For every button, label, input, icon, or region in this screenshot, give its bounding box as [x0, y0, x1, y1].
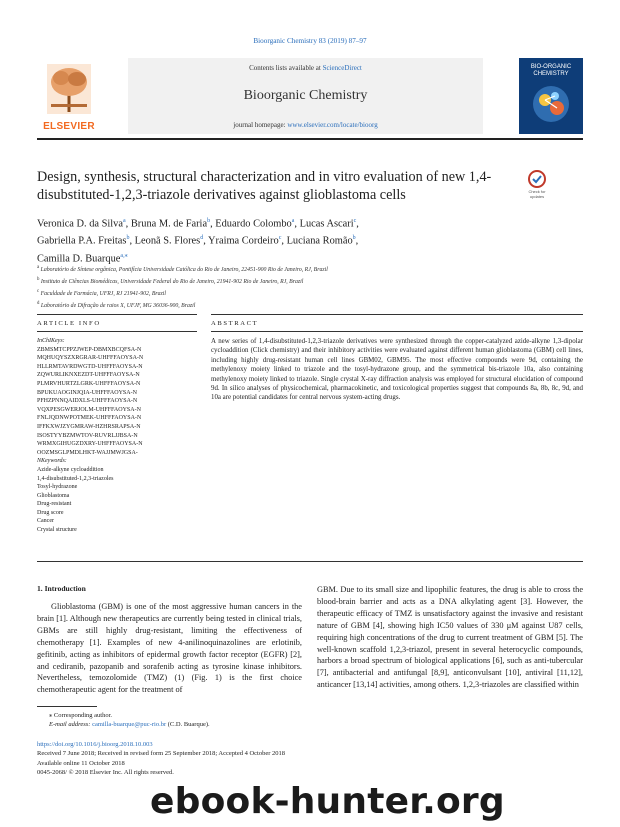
copyright: 0045-2068/ © 2018 Elsevier Inc. All rights reserved.	[37, 768, 174, 776]
doi-link[interactable]: https://doi.org/10.1016/j.bioorg.2018.10.003	[37, 741, 153, 748]
homepage-label: journal homepage:	[233, 121, 288, 129]
nkeywords-label: NKeywords:	[37, 458, 67, 465]
author-sup[interactable]: b	[352, 235, 356, 242]
inchikey-item: OOZMSGLPMDLHKT-WAJJMWJGSA-	[37, 449, 138, 456]
available-online: Available online 11 October 2018	[37, 759, 125, 767]
inchikeys-label: InChIKeys:	[37, 338, 65, 344]
inchikey-item: VQXPESGWERJOLM-UHFFFAOYSA-N	[37, 406, 141, 413]
article-title: Design, synthesis, structural characterization and in vitro evaluation of new 1,4-disubstituted-1,2,3-triazole derivatives against glioblastoma cells	[37, 169, 492, 203]
introduction-heading: 1. Introduction	[37, 584, 86, 593]
email-line	[37, 720, 337, 729]
introduction-column-1: Glioblastoma (GBM) is one of the most aggressive human cancers in the brain [1]. Although new therapeutics are currently being tested in clinical trials, GBMs are still highly drug-resistant, limiting the effectiveness of chemotherapy [1]. Examples of new 4-anilinoquinazolines are erlotinib, gefitinib, acting as inhibitors of epidermal growth factor receptor (EGFR) [2], and cediranib, pazopanib and sorafenib acting as tyrosine kinase inhibitors. Nevertheless, temozolomide (TMZ) (1) (Fig. 1) is the first choice chemotherapeutic agent for the treatment of	[37, 602, 302, 695]
affiliation-text: Faculdade de Farmácia, UFRJ, RJ 21941-902, Brazil	[40, 290, 167, 297]
journal-name: Bioorganic Chemistry	[243, 88, 368, 103]
affiliation-item	[37, 287, 517, 299]
inchikey-item: PLMRVHURTZLGRK-UHFFFAOYSA-N	[37, 380, 141, 387]
footnote-rule	[37, 706, 97, 707]
keyword-item: Azide-alkyne cycloaddition	[37, 466, 104, 473]
author-name: Camilla D. Buarque	[37, 253, 121, 265]
affiliation-item	[37, 299, 517, 311]
keyword-item: Glioblastoma	[37, 492, 70, 499]
author-name: Leonã S. Flores	[134, 235, 201, 247]
author-sup[interactable]: c	[278, 235, 282, 242]
footnote	[37, 711, 337, 730]
keyword-item: Drug score	[37, 509, 64, 516]
contents-prefix: Contents lists available at	[249, 64, 323, 72]
affiliation-text: Laboratório de Síntese orgânica, Pontifícia Universidade Católica do Rio de Janeiro, 22451-900 Rio de Janeiro, RJ, Brazil	[40, 266, 328, 273]
elsevier-wordmark: ELSEVIER	[43, 121, 95, 132]
email-suffix: (C.D. Buarque).	[166, 721, 210, 729]
inchikey-item: ZBMSMTCPPZJWEP-DBMXBCQFSA-N	[37, 346, 142, 353]
author-list: Veronica D. da Silva$^a$, Bruna M. de Faria$^b$, Eduardo Colombo$^a$, Lucas Ascari$^c$, Gabriella P.A. Freitas$^b$, Leonã S. Flores$^d$, Yraima Cordeiro$^c$, Luciana Romão$^b$, Camilla D. Buarque$^{a,⁎}$	[37, 218, 359, 265]
author-name: Lucas Ascari	[299, 218, 354, 230]
abstract-bottom-rule	[211, 331, 583, 332]
introduction-column-2: GBM. Due to its small size and lipophilic features, the drug is able to cross the blood-brain barrier and acts as a DNA alkylating agent [3]. However, the therapeutic efficacy of TMZ is unsatisfactory against the invasive and resistant nature of GBM [4], showing high IC50 values of 330 μM against U87 cells, requiring high concentrations of the drug to current treatment of GBM [5]. The well-known scaffold 1,2,3-triazol, present in several heterocyclic compounds, harbors a broad spectrum of biological applications [6], such as anti-tubercular [7], antibacterial and antifungal [8,9], anticonvulsant [10], antiviral [11,12], anticancer [13,14] activities, among others. 1,2,3-triazoles are classified within	[317, 585, 583, 690]
inchikey-item: WRMXGIHUGZDXRY-UHFFFAOYSA-N	[37, 441, 143, 448]
contents-line	[128, 64, 483, 72]
sciencedirect-link[interactable]: ScienceDirect	[322, 64, 362, 72]
author-name: Yraima Cordeiro	[208, 235, 279, 247]
inchikey-item: ZQWURLIKNXEZDT-UHFFFAOYSA-N	[37, 372, 140, 379]
author-name: Bruna M. de Faria	[130, 218, 208, 230]
email-link[interactable]: camilla-buarque@puc-rio.br	[92, 721, 167, 729]
received-dates: Received 7 June 2018; Received in revised form 25 September 2018; Accepted 4 October 2018	[37, 750, 286, 758]
author-sup[interactable]: b	[207, 218, 211, 224]
keywords-column	[37, 337, 197, 535]
inchikey-item: PFHZPNNQAIDXLS-UHFFFAOYSA-N	[37, 398, 138, 405]
affiliation-sup: d	[37, 300, 40, 306]
inchikey-item: BPUKUAOGINJQIA-UHFFFAOYSA-N	[37, 389, 137, 396]
keyword-item: Cancer	[37, 518, 54, 525]
author-name: Luciana Romão	[286, 235, 353, 247]
keyword-list	[37, 466, 197, 535]
affiliation-text: Instituto de Ciências Biomédicas, Universidade Federal do Rio de Janeiro, 21941-902 Rio de Janeiro, RJ, Brazil	[40, 278, 304, 285]
author-sup[interactable]: c	[353, 218, 357, 224]
affiliation-list	[37, 263, 517, 311]
keyword-item: Drug-resistant	[37, 501, 72, 508]
check-updates-label: Check for updates	[528, 189, 546, 199]
author-name: Eduardo Colombo	[215, 218, 292, 230]
homepage-line	[128, 121, 483, 129]
abstract-top-rule	[211, 314, 583, 315]
check-updates-icon	[523, 170, 551, 190]
article-info-top-rule	[37, 314, 197, 315]
article-info-heading: ARTICLE INFO	[37, 320, 101, 327]
elsevier-logo[interactable]	[37, 58, 101, 134]
inchikeys-list	[37, 346, 197, 458]
abstract-end-rule	[37, 561, 583, 562]
article-info-bottom-rule	[37, 331, 197, 332]
inchikey-item: IFFKXWJZYGMRAW-HZHRSRAPSA-N	[37, 423, 141, 430]
abstract-text: A new series of 1,4-disubstituted-1,2,3-triazole derivatives were synthesized through the copper-catalyzed azide-alkyne 1,3-dipolar cycloaddition (Click chemistry) and their inhibitory activities were evaluated against different human glioblastoma (GBM) cell lines, including highly drug-resistant human cell lines GBM02, GBM95. The most effective compounds were 9d, containing the methylenoxy moiety linked to triazole and the tosyl-hydrazone group, and the symmetrical bis-triazole 10a, also containing methylenoxy moiety linked to triazole. Single crystal X-ray diffraction analysis was employed for structural elucidation of compound 9d. In silico analyses of physicochemical, pharmacokinetic, and toxicological properties suggest that compounds 8a, 8b, 8c, 9d, and 10a are potential candidates for central nervous system-acting drugs.	[211, 338, 583, 402]
journal-reference[interactable]: Bioorganic Chemistry 83 (2019) 87–97	[253, 37, 367, 45]
publication-info	[37, 740, 367, 777]
abstract-heading: ABSTRACT	[211, 320, 259, 327]
author-sup[interactable]: b	[126, 235, 130, 242]
affiliation-sup: c	[37, 288, 40, 294]
check-for-updates-button[interactable]	[523, 170, 551, 202]
watermark-text: ebook-hunter.org	[150, 781, 505, 822]
affiliation-text: Laboratório de Difração de raios X, UFJF, MG 36036-900, Brazil	[40, 302, 196, 309]
author-sup[interactable]: a	[123, 218, 126, 224]
cover-title: BIO-ORGANIC CHEMISTRY	[530, 64, 572, 77]
affiliation-item	[37, 263, 517, 275]
author-sup[interactable]: a,⁎	[120, 252, 128, 259]
author-name: Gabriella P.A. Freitas	[37, 235, 127, 247]
email-label: E-mail address:	[49, 721, 93, 729]
cover-molecule-icon	[529, 82, 573, 126]
keyword-item: Crystal structure	[37, 527, 77, 534]
inchikey-item: FNLJQDNWPOTMEK-UHFFFAOYSA-N	[37, 415, 142, 422]
affiliation-item	[37, 275, 517, 287]
keyword-item: Tosyl-hydrazone	[37, 484, 78, 491]
inchikey-item: ISOSTYYBZMWTOV-RUVRLJJBSA-N	[37, 432, 138, 439]
author-sup[interactable]: d	[200, 235, 204, 242]
author-sup[interactable]: a	[291, 218, 295, 224]
inchikey-item: HLLRMTAVRDWGTD-UHFFFAOYSA-N	[37, 363, 143, 370]
affiliation-sup: a	[37, 265, 40, 270]
keyword-item: 1,4-disubstituted-1,2,3-triazoles	[37, 475, 114, 482]
affiliation-sup: b	[37, 276, 40, 282]
journal-cover[interactable]	[519, 58, 583, 134]
inchikey-item: MQHUQYSZXRGRAR-UHFFFAOYSA-N	[37, 355, 144, 362]
header-rule	[37, 138, 583, 140]
elsevier-tree-icon	[47, 64, 91, 114]
author-name: Veronica D. da Silva	[37, 218, 123, 230]
homepage-link[interactable]: www.elsevier.com/locate/bioorg	[287, 121, 378, 129]
corresponding-author-note: ⁎ Corresponding author.	[49, 712, 113, 719]
